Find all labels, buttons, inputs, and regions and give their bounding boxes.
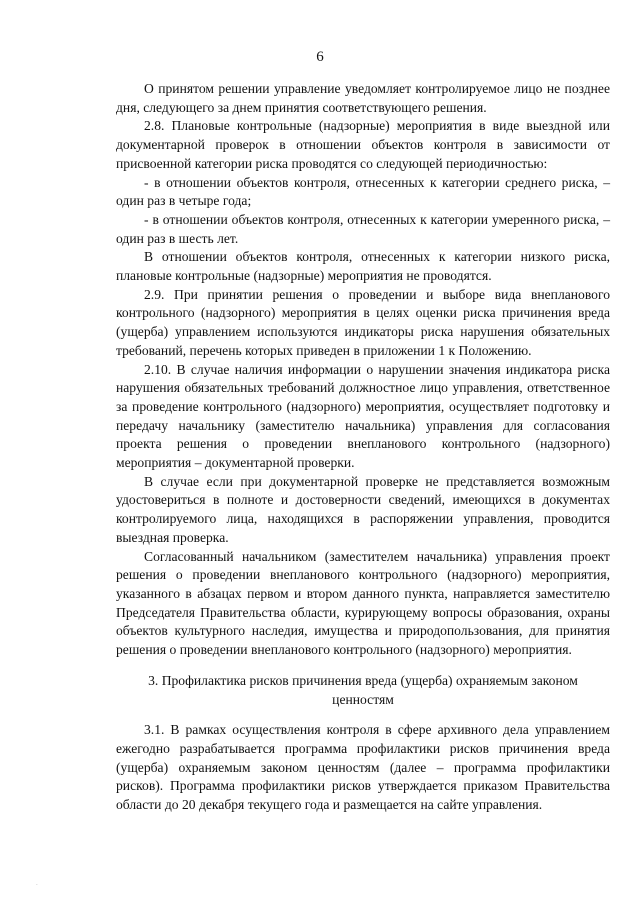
- paragraph-2-8: 2.8. Плановые контрольные (надзорные) мероприятия в виде выездной или документарной проверок в отношении объектов контроля в зависимости от присвоенной категории риска проводятся со следующей периодичностью:: [116, 118, 610, 171]
- paragraph-medium-risk: - в отношении объектов контроля, отнесенных к категории среднего риска, – один раз в четыре года;: [116, 174, 610, 209]
- paragraph-low-risk: В отношении объектов контроля, отнесенных к категории низкого риска, плановые контрольные (надзорные) мероприятия не проводятся.: [116, 249, 610, 284]
- paragraph-onsite-inspection: В случае если при документарной проверке не представляется возможным удостовериться в полноте и достоверности сведений, имеющихся в документах контролируемого лица, находящихся в распоряжении управления, проводится выездная проверка.: [116, 473, 610, 545]
- paragraph-approval: Согласованный начальником (заместителем начальника) управления проект решения о проведении внепланового контрольного (надзорного) мероприятия, указанного в абзацах первом и втором данного пункта, направляется заместителю Председателя Правительства области, курирующему вопросы образования, охраны объектов культурного наследия, имущества и природопользования, для принятия решения о проведении внепланового контрольного (надзорного) мероприятия.: [116, 548, 610, 658]
- scan-mark: .: [36, 879, 38, 887]
- section-heading: 3. Профилактика рисков причинения вреда (ущерба) охраняемым законом ценностям: [148, 672, 578, 707]
- page-number: 6: [316, 49, 324, 65]
- document-body: [116, 80, 610, 815]
- paragraph-decision-notice: О принятом решении управление уведомляет контролируемое лицо не позднее дня, следующего за днем принятия соответствующего решения.: [116, 81, 610, 115]
- paragraph-2-9: 2.9. При принятии решения о проведении и выборе вида внепланового контрольного (надзорного) мероприятия в целях оценки риска причинения вреда (ущерба) управлением используются индикаторы риска нарушения обязательных требований, перечень которых приведен в приложении 1 к Положению.: [116, 286, 610, 358]
- paragraph-3-1: 3.1. В рамках осуществления контроля в сфере архивного дела управлением ежегодно разрабатывается программа профилактики рисков причинения вреда (ущерба) охраняемым законом ценностям (далее – программа профилактики рисков). Программа профилактики рисков утверждается приказом Правительства области до 20 декабря текущего года и размещается на сайте управления.: [116, 722, 610, 813]
- paragraph-2-10: 2.10. В случае наличия информации о нарушении значения индикатора риска нарушения обязательных требований должностное лицо управления, ответственное за проведение контрольного (надзорного) мероприятия, осуществляет подготовку и передачу начальнику (заместителю начальника) управления для согласования проекта решения о проведении внепланового контрольного (надзорного) мероприятия – документарной проверки.: [116, 361, 610, 471]
- paragraph-moderate-risk: - в отношении объектов контроля, отнесенных к категории умеренного риска, – один раз в шесть лет.: [116, 211, 610, 246]
